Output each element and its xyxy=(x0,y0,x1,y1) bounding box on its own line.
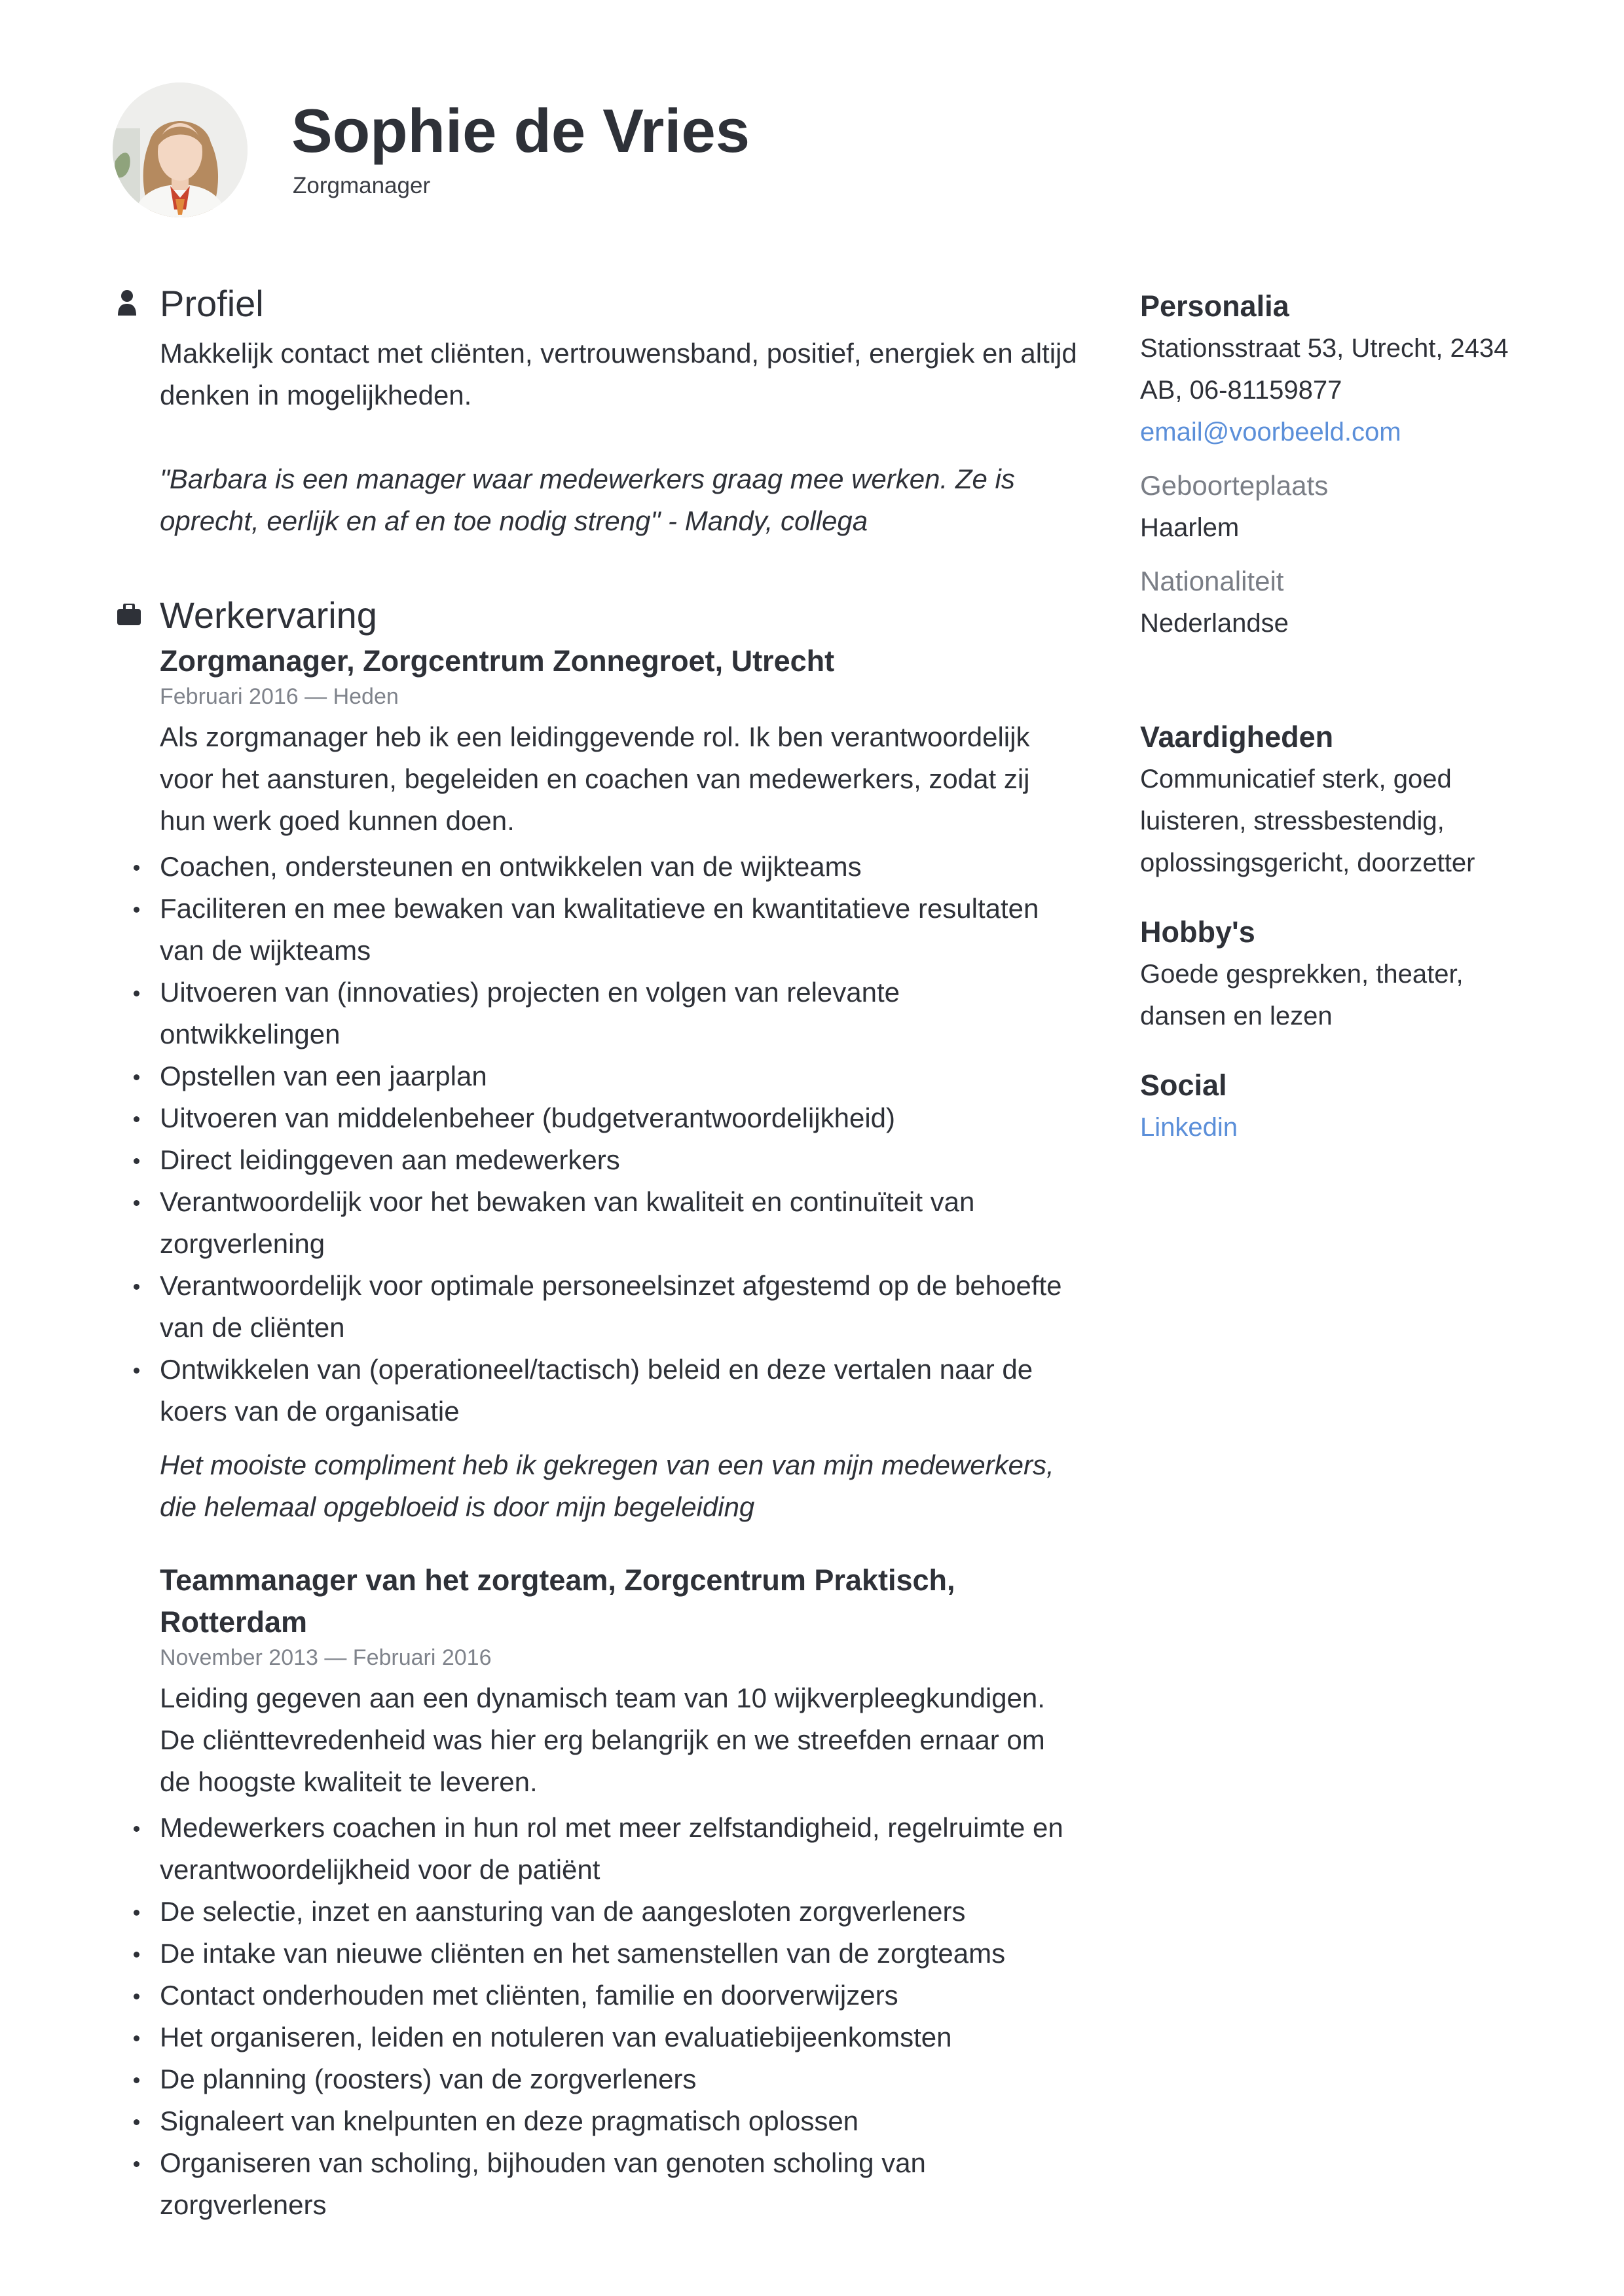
job-quote: Het mooiste compliment heb ik gekregen van een van mijn medewerkers, die helemaal opgebloeid is door mijn begeleiding xyxy=(160,1449,1054,1522)
list-item: Verantwoordelijk voor optimale personeelsinzet afgestemd op de behoefte van de cliënten xyxy=(160,1265,1079,1349)
list-item: Organiseren van scholing, bijhouden van genoten scholing van zorgverleners xyxy=(160,2142,1079,2226)
profile-section xyxy=(117,274,1079,542)
hobbies-text: Goede gesprekken, theater, dansen en lezen xyxy=(1140,960,1464,1030)
experience-section-header xyxy=(117,585,1079,644)
list-item: De planning (roosters) van de zorgverleners xyxy=(160,2058,1079,2100)
list-item: Uitvoeren van (innovaties) projecten en volgen van relevante ontwikkelingen xyxy=(160,972,1079,1055)
list-item: Ontwikkelen van (operationeel/tactisch) beleid en deze vertalen naar de koers van de organisatie xyxy=(160,1349,1079,1432)
job-dates: November 2013 — Februari 2016 xyxy=(160,1645,492,1670)
skills-text: Communicatief sterk, goed luisteren, stressbestendig, oplossingsgericht, doorzetter xyxy=(1140,765,1475,877)
skills-heading: Vaardigheden xyxy=(1140,720,1334,754)
social-heading: Social xyxy=(1140,1068,1227,1102)
list-item: De selectie, inzet en aansturing van de aangesloten zorgverleners xyxy=(160,1891,1079,1933)
job-bullet-list xyxy=(117,846,1079,1432)
list-item: Het organiseren, leiden en notuleren van evaluatiebijeenkomsten xyxy=(160,2016,1079,2058)
profile-quote: "Barbara is een manager waar medewerkers graag mee werken. Ze is oprecht, eerlijk en af en toe nodig streng" - Mandy, collega xyxy=(160,464,1015,536)
address-text: Stationsstraat 53, Utrecht, 2434 AB, 06-81159877 xyxy=(1140,334,1509,405)
nationality-value: Nederlandse xyxy=(1140,609,1289,638)
birthplace-label: Geboorteplaats xyxy=(1140,470,1329,501)
hobbies-heading: Hobby's xyxy=(1140,915,1255,949)
list-item: Uitvoeren van middelenbeheer (budgetverantwoordelijkheid) xyxy=(160,1097,1079,1139)
sidebar xyxy=(1140,285,1546,1148)
nationality-label: Nationaliteit xyxy=(1140,566,1284,596)
list-item: Contact onderhouden met cliënten, familie en doorverwijzers xyxy=(160,1975,1079,2016)
job-dates: Februari 2016 — Heden xyxy=(160,684,399,709)
main-column xyxy=(117,274,1079,2226)
candidate-name: Sophie de Vries xyxy=(291,96,750,165)
job-title: Zorgmanager, Zorgcentrum Zonnegroet, Utrecht xyxy=(160,644,835,678)
experience-heading: Werkervaring xyxy=(160,594,377,636)
list-item: Signaleert van knelpunten en deze pragmatisch oplossen xyxy=(160,2100,1079,2142)
job-description: Leiding gegeven aan een dynamisch team van 10 wijkverpleegkundigen. De cliënttevredenheid was hier erg belangrijk en we streefden ernaar om de hoogste kwaliteit te leveren. xyxy=(160,1683,1045,1797)
personalia-heading: Personalia xyxy=(1140,289,1289,323)
email-link[interactable]: email@voorbeeld.com xyxy=(1140,418,1401,446)
job-title: Teammanager van het zorgteam, Zorgcentrum Praktisch, Rotterdam xyxy=(160,1563,955,1639)
person-icon xyxy=(117,289,160,317)
experience-section xyxy=(117,585,1079,2226)
profile-summary: Makkelijk contact met cliënten, vertrouwensband, positief, energiek en altijd denken in mogelijkheden. xyxy=(160,338,1077,410)
list-item: Medewerkers coachen in hun rol met meer zelfstandigheid, regelruimte en verantwoordelijkheid voor de patiënt xyxy=(160,1807,1079,1891)
job-bullet-list xyxy=(117,1807,1079,2226)
avatar xyxy=(113,82,248,217)
profile-heading: Profiel xyxy=(160,282,264,324)
profile-section-header xyxy=(117,274,1079,333)
birthplace-value: Haarlem xyxy=(1140,513,1240,542)
list-item: De intake van nieuwe cliënten en het samenstellen van de zorgteams xyxy=(160,1933,1079,1975)
job-description: Als zorgmanager heb ik een leidinggevende rol. Ik ben verantwoordelijk voor het aansturen, begeleiden en coachen van medewerkers, zodat zij hun werk goed kunnen doen. xyxy=(160,721,1030,836)
list-item: Faciliteren en mee bewaken van kwalitatieve en kwantitatieve resultaten van de wijkteams xyxy=(160,888,1079,972)
job-entry xyxy=(117,640,1079,1528)
linkedin-link[interactable]: Linkedin xyxy=(1140,1113,1238,1142)
list-item: Direct leidinggeven aan medewerkers xyxy=(160,1139,1079,1181)
list-item: Coachen, ondersteunen en ontwikkelen van de wijkteams xyxy=(160,846,1079,888)
list-item: Verantwoordelijk voor het bewaken van kwaliteit en continuïteit van zorgverlening xyxy=(160,1181,1079,1265)
list-item: Opstellen van een jaarplan xyxy=(160,1055,1079,1097)
job-entry xyxy=(117,1559,1079,2226)
candidate-job-title: Zorgmanager xyxy=(293,173,431,198)
briefcase-icon xyxy=(117,604,160,626)
